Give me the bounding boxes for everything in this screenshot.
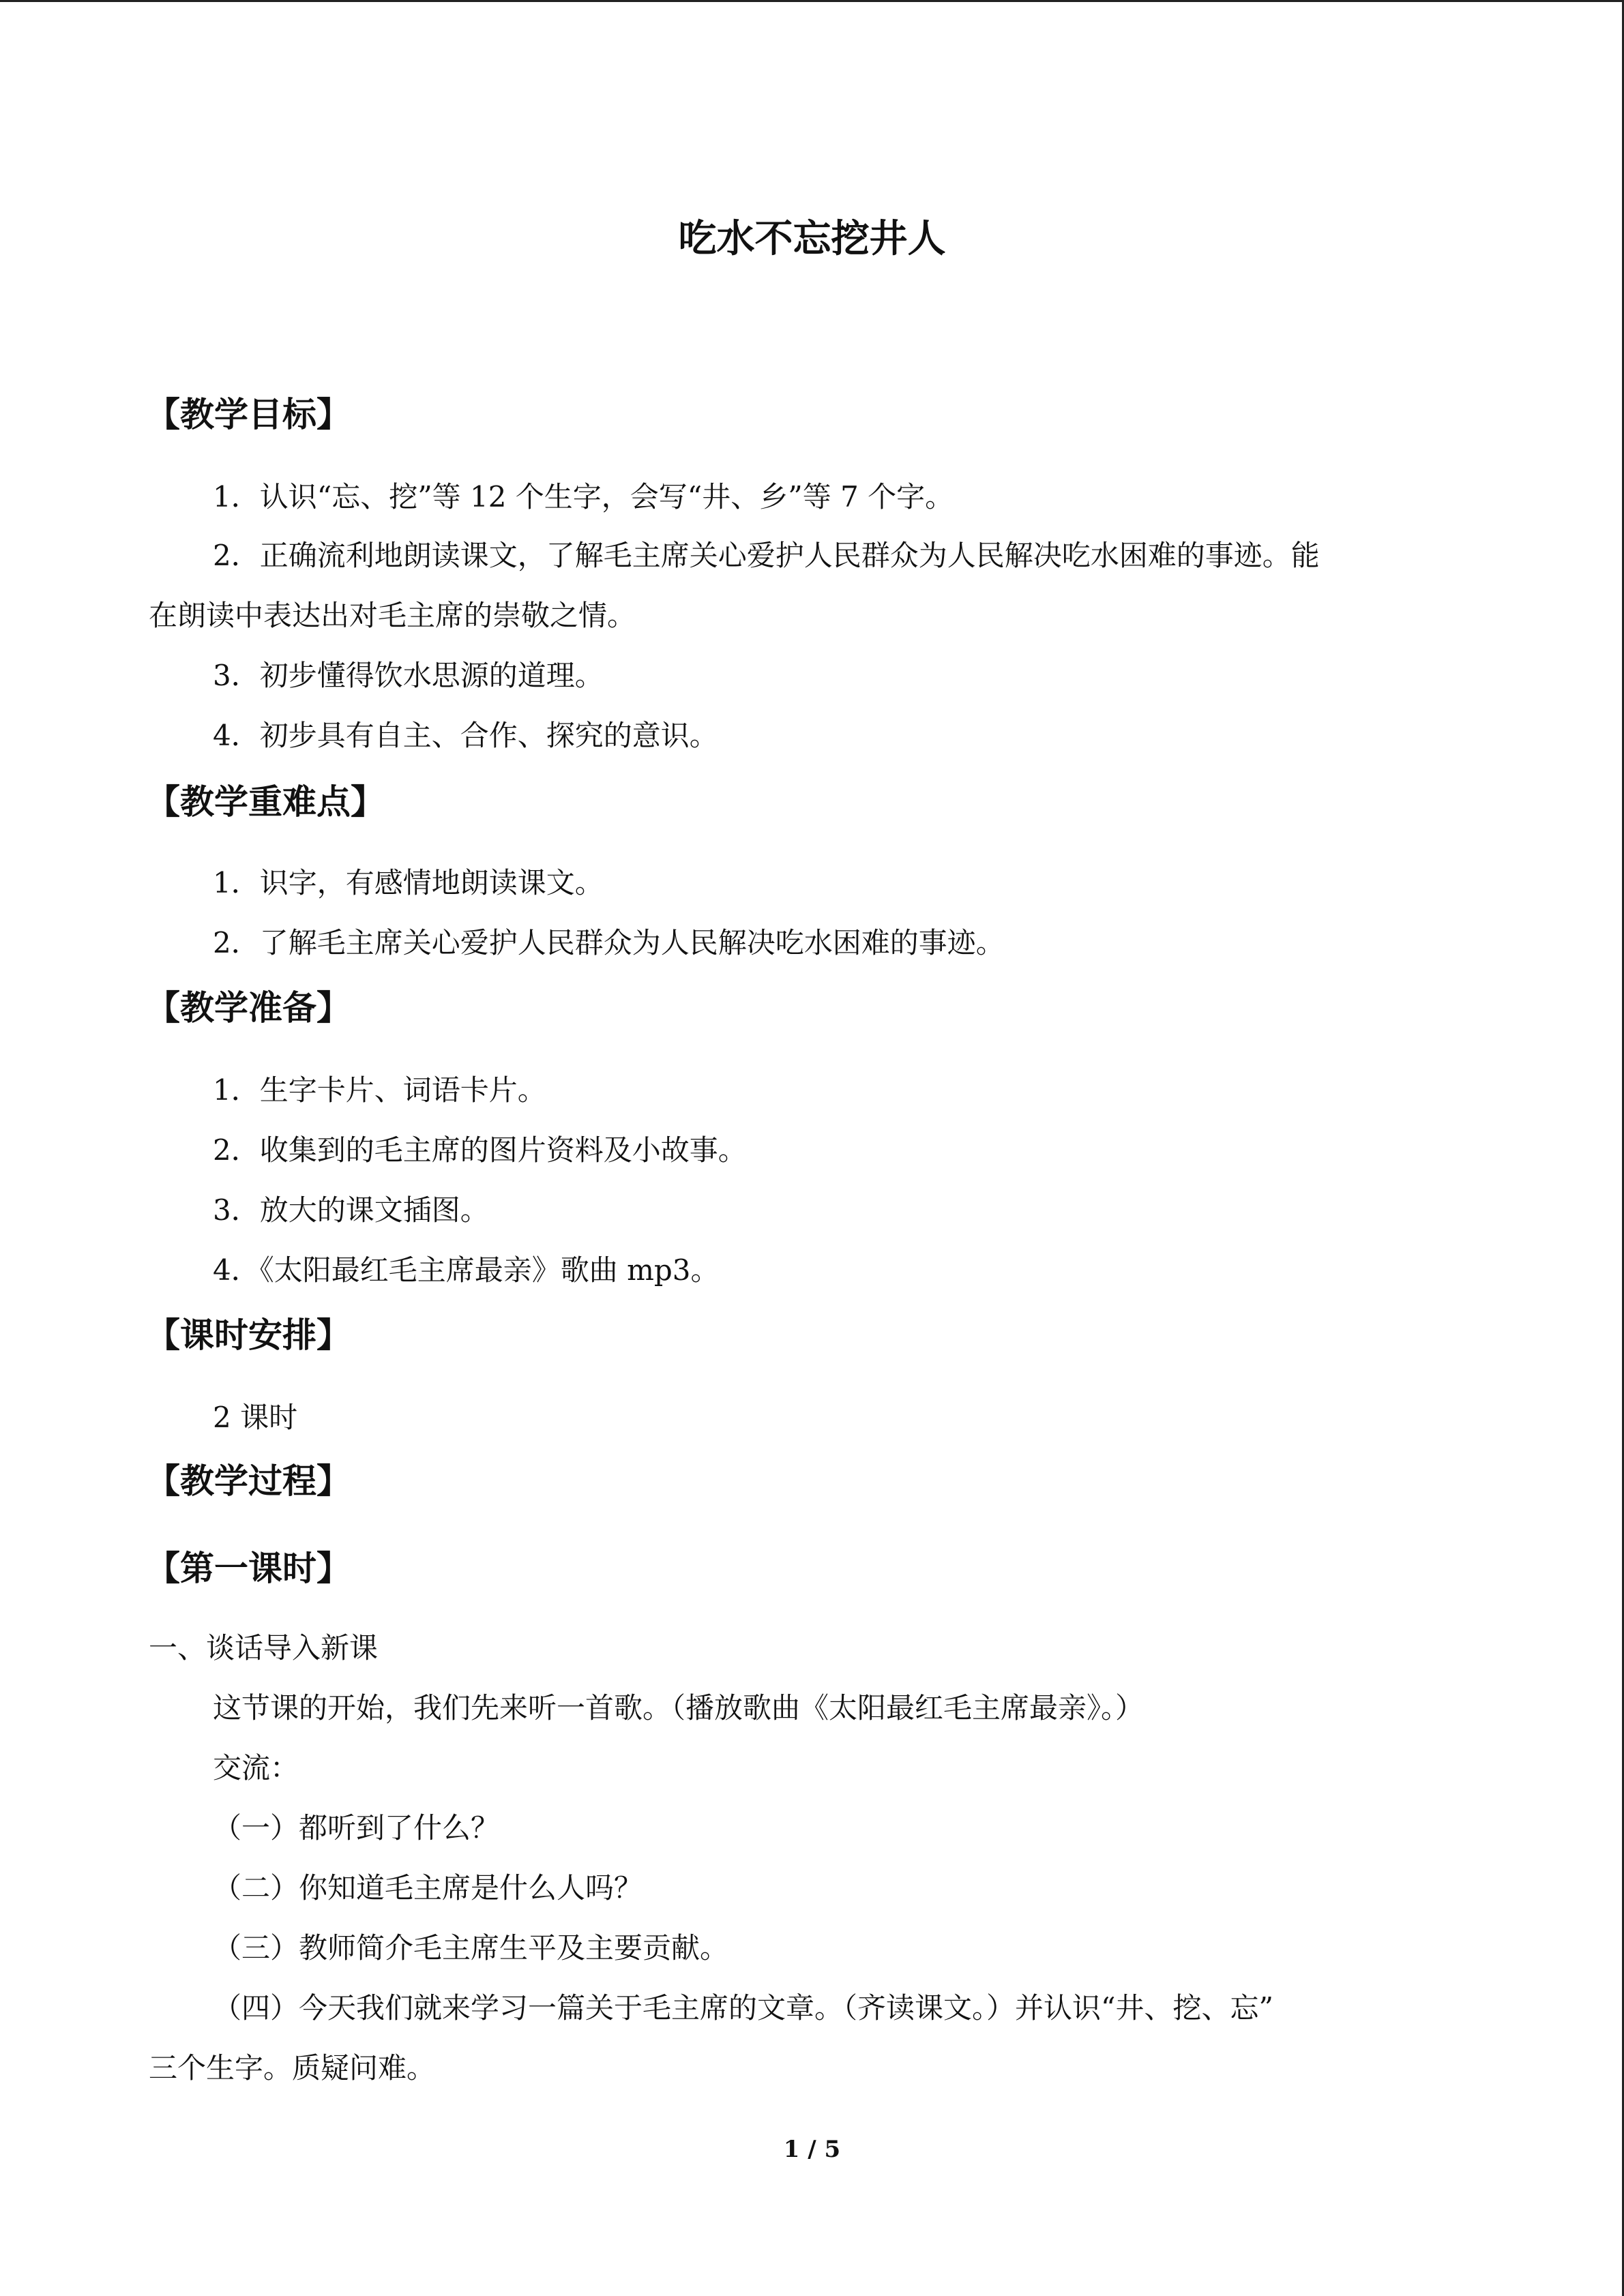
lesson-line: （一）都听到了什么？	[213, 1811, 500, 1845]
heading-schedule: 【课时安排】	[146, 1315, 351, 1355]
page-number: 1 / 5	[783, 2136, 841, 2163]
lesson-line: （二）你知道毛主席是什么人吗？	[213, 1871, 643, 1905]
heading-key-points: 【教学重难点】	[146, 782, 385, 822]
heading-process: 【教学过程】	[146, 1461, 351, 1501]
objective-line: 3．初步懂得饮水思源的道理。	[213, 659, 604, 692]
lesson-line: 交流：	[213, 1751, 299, 1785]
preparation-line: 4．《太阳最红毛主席最亲》歌曲 mp3。	[213, 1253, 720, 1287]
document-title: 吃水不忘挖井人	[678, 217, 946, 261]
preparation-line: 1．生字卡片、词语卡片。	[213, 1073, 546, 1107]
heading-preparation: 【教学准备】	[146, 988, 351, 1028]
key-point-line: 2．了解毛主席关心爱护人民群众为人民解决吃水困难的事迹。	[213, 926, 1005, 959]
heading-lesson-one: 【第一课时】	[146, 1549, 351, 1588]
objective-line: 在朗读中表达出对毛主席的崇敬之情。	[149, 599, 636, 632]
lesson-line: 这节课的开始，我们先来听一首歌。（播放歌曲《太阳最红毛主席最亲》。）	[213, 1691, 1145, 1725]
lesson-line: （三）教师简介毛主席生平及主要贡献。	[213, 1931, 729, 1965]
schedule-line: 2 课时	[213, 1401, 298, 1434]
lesson-line: 三个生字。质疑问难。	[149, 2051, 436, 2085]
preparation-line: 3．放大的课文插图。	[213, 1193, 489, 1227]
objective-line: 1．认识“忘、挖”等 12 个生字，会写“井、乡”等 7 个字。	[213, 480, 954, 513]
lesson-line: 一、谈话导入新课	[149, 1631, 379, 1665]
heading-objectives: 【教学目标】	[146, 395, 351, 434]
key-point-line: 1．识字，有感情地朗读课文。	[213, 866, 604, 899]
objective-line: 4．初步具有自主、合作、探究的意识。	[213, 719, 718, 752]
objective-line: 2．正确流利地朗读课文，了解毛主席关心爱护人民群众为人民解决吃水困难的事迹。能	[213, 539, 1320, 572]
lesson-line: （四）今天我们就来学习一篇关于毛主席的文章。（齐读课文。）并认识“井、挖、忘”	[213, 1991, 1273, 2025]
preparation-line: 2．收集到的毛主席的图片资料及小故事。	[213, 1133, 747, 1167]
